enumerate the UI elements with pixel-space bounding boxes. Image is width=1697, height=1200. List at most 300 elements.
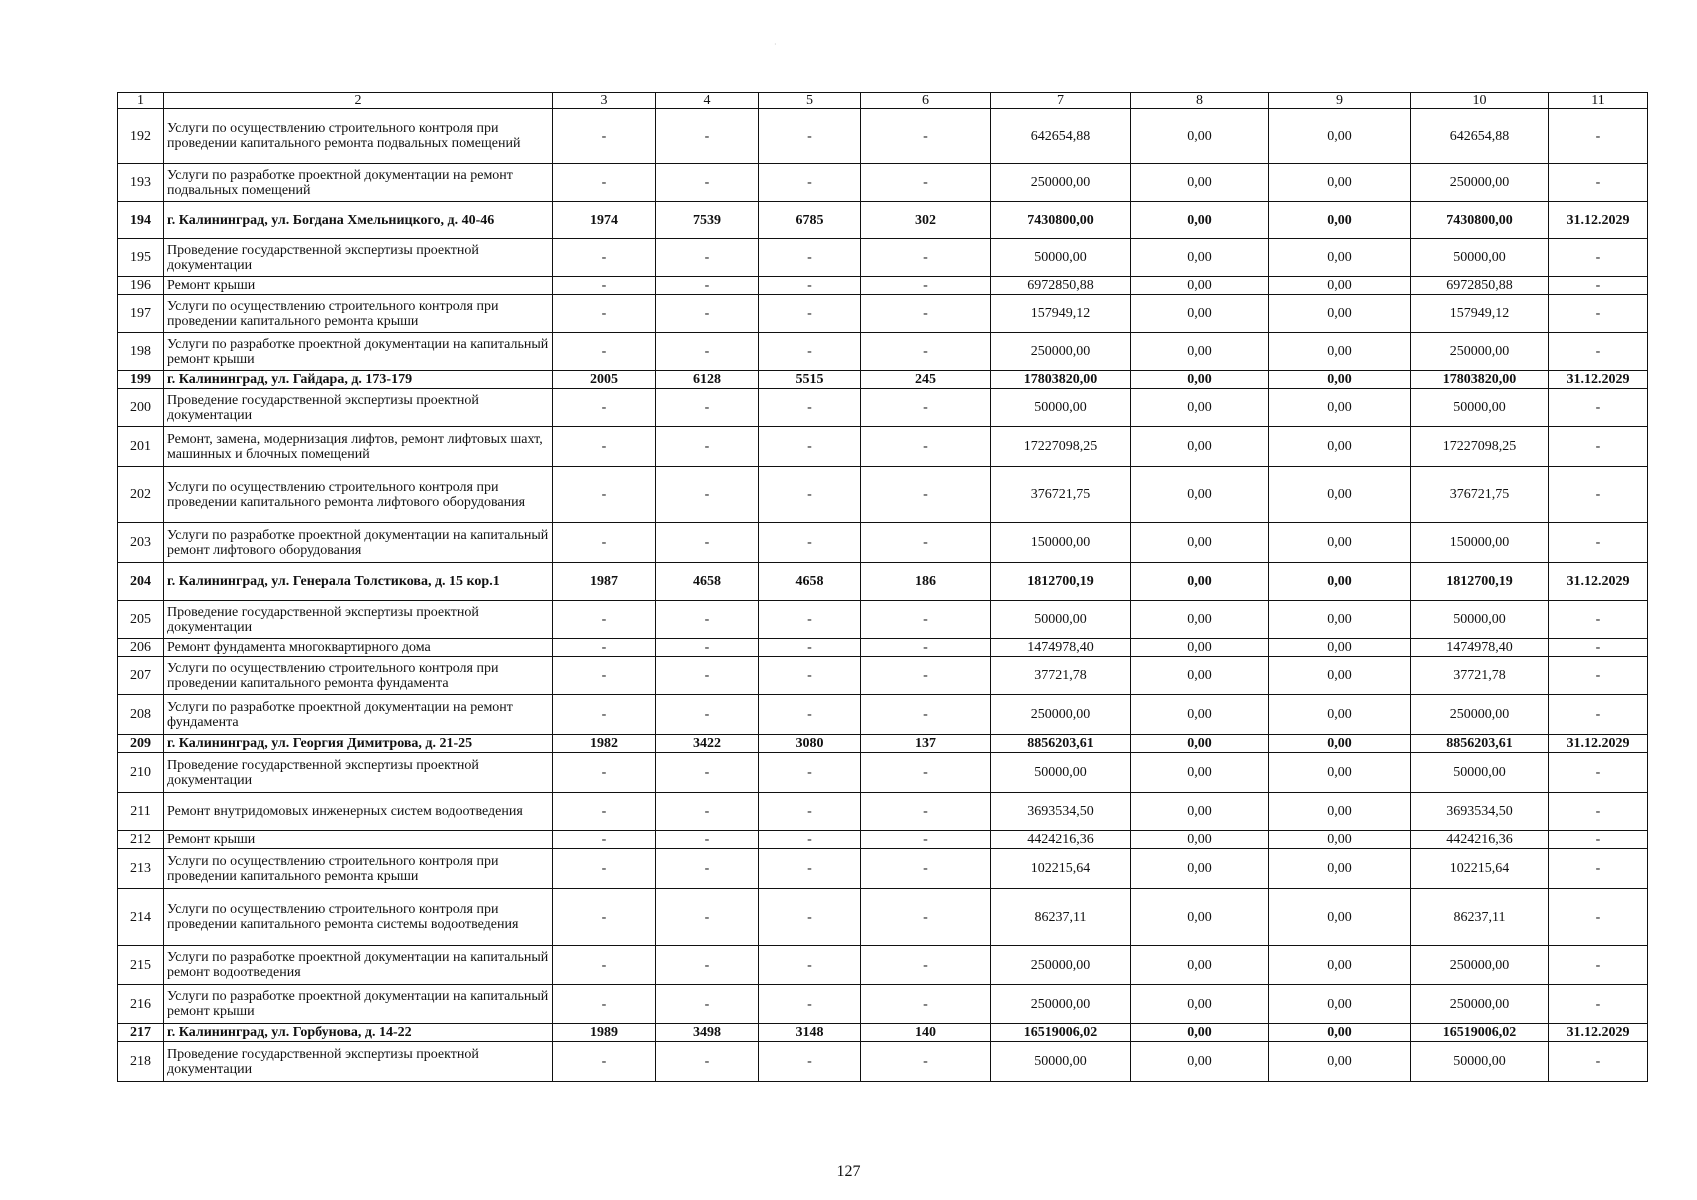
work-item-row [118, 657, 1648, 695]
total-cost-cell: 4424216,36 [991, 831, 1131, 849]
col5-cell: - [759, 695, 861, 735]
col6-cell: 137 [861, 735, 991, 753]
total-cost-cell: 17227098,25 [991, 427, 1131, 467]
col4-cell: - [656, 695, 759, 735]
col8-cell: 0,00 [1131, 849, 1269, 889]
total-cost-cell: 50000,00 [991, 389, 1131, 427]
address-row [118, 735, 1648, 753]
total-cost-cell: 1812700,19 [991, 563, 1131, 601]
col10-cell: 250000,00 [1411, 164, 1549, 202]
col9-cell: 0,00 [1269, 523, 1411, 563]
col4-cell: - [656, 601, 759, 639]
total-cost-cell: 8856203,61 [991, 735, 1131, 753]
col4-cell: - [656, 1042, 759, 1082]
year-cell: - [553, 427, 656, 467]
deadline-cell: - [1549, 639, 1648, 657]
description-cell: Ремонт, замена, модернизация лифтов, ремонт лифтовых шахт, машинных и блочных помещений [164, 427, 553, 467]
description-cell: Услуги по разработке проектной документации на капитальный ремонт водоотведения [164, 946, 553, 985]
col8-cell: 0,00 [1131, 239, 1269, 277]
col8-cell: 0,00 [1131, 427, 1269, 467]
col-header: 1 [118, 93, 164, 109]
deadline-cell: 31.12.2029 [1549, 563, 1648, 601]
col8-cell: 0,00 [1131, 753, 1269, 793]
deadline-cell: - [1549, 389, 1648, 427]
row-number-cell: 210 [118, 753, 164, 793]
col4-cell: - [656, 427, 759, 467]
col8-cell: 0,00 [1131, 985, 1269, 1024]
work-item-row [118, 639, 1648, 657]
description-cell: г. Калининград, ул. Гайдара, д. 173-179 [164, 371, 553, 389]
total-cost-cell: 1474978,40 [991, 639, 1131, 657]
total-cost-cell: 6972850,88 [991, 277, 1131, 295]
col9-cell: 0,00 [1269, 946, 1411, 985]
col9-cell: 0,00 [1269, 202, 1411, 239]
col10-cell: 7430800,00 [1411, 202, 1549, 239]
col4-cell: - [656, 793, 759, 831]
work-item-row [118, 985, 1648, 1024]
col9-cell: 0,00 [1269, 753, 1411, 793]
row-number-cell: 193 [118, 164, 164, 202]
col5-cell: 6785 [759, 202, 861, 239]
col8-cell: 0,00 [1131, 202, 1269, 239]
total-cost-cell: 250000,00 [991, 985, 1131, 1024]
row-number-cell: 200 [118, 389, 164, 427]
col10-cell: 17803820,00 [1411, 371, 1549, 389]
page-number: 127 [836, 1163, 861, 1180]
col6-cell: - [861, 601, 991, 639]
col8-cell: 0,00 [1131, 601, 1269, 639]
col10-cell: 50000,00 [1411, 601, 1549, 639]
year-cell: - [553, 985, 656, 1024]
repair-program-table [117, 92, 1648, 1082]
col6-cell: - [861, 164, 991, 202]
col4-cell: - [656, 295, 759, 333]
col4-cell: 3498 [656, 1024, 759, 1042]
total-cost-cell: 642654,88 [991, 109, 1131, 164]
col8-cell: 0,00 [1131, 467, 1269, 523]
col9-cell: 0,00 [1269, 333, 1411, 371]
col10-cell: 642654,88 [1411, 109, 1549, 164]
col-header: 11 [1549, 93, 1648, 109]
col5-cell: - [759, 849, 861, 889]
year-cell: - [553, 239, 656, 277]
row-number-cell: 194 [118, 202, 164, 239]
total-cost-cell: 50000,00 [991, 1042, 1131, 1082]
col6-cell: - [861, 277, 991, 295]
deadline-cell: - [1549, 601, 1648, 639]
total-cost-cell: 150000,00 [991, 523, 1131, 563]
col-header: 5 [759, 93, 861, 109]
col6-cell: - [861, 427, 991, 467]
col5-cell: - [759, 295, 861, 333]
total-cost-cell: 16519006,02 [991, 1024, 1131, 1042]
total-cost-cell: 7430800,00 [991, 202, 1131, 239]
description-cell: Услуги по разработке проектной документации на капитальный ремонт крыши [164, 333, 553, 371]
row-number-cell: 203 [118, 523, 164, 563]
description-cell: Ремонт внутридомовых инженерных систем водоотведения [164, 793, 553, 831]
col10-cell: 17227098,25 [1411, 427, 1549, 467]
col5-cell: - [759, 639, 861, 657]
description-cell: Проведение государственной экспертизы проектной документации [164, 239, 553, 277]
year-cell: - [553, 946, 656, 985]
year-cell: - [553, 831, 656, 849]
description-cell: Проведение государственной экспертизы проектной документации [164, 389, 553, 427]
year-cell: - [553, 849, 656, 889]
col5-cell: 3148 [759, 1024, 861, 1042]
col9-cell: 0,00 [1269, 389, 1411, 427]
col6-cell: - [861, 239, 991, 277]
row-number-cell: 212 [118, 831, 164, 849]
col10-cell: 50000,00 [1411, 753, 1549, 793]
col5-cell: - [759, 1042, 861, 1082]
row-number-cell: 196 [118, 277, 164, 295]
description-cell: Услуги по осуществлению строительного контроля при проведении капитального ремонта крыши [164, 849, 553, 889]
deadline-cell: - [1549, 295, 1648, 333]
col10-cell: 50000,00 [1411, 239, 1549, 277]
deadline-cell: - [1549, 849, 1648, 889]
col6-cell: - [861, 389, 991, 427]
total-cost-cell: 50000,00 [991, 753, 1131, 793]
total-cost-cell: 102215,64 [991, 849, 1131, 889]
year-cell: 2005 [553, 371, 656, 389]
col6-cell: - [861, 889, 991, 946]
col5-cell: - [759, 277, 861, 295]
col10-cell: 102215,64 [1411, 849, 1549, 889]
description-cell: г. Калининград, ул. Генерала Толстикова, д. 15 кор.1 [164, 563, 553, 601]
col4-cell: - [656, 239, 759, 277]
col6-cell: - [861, 523, 991, 563]
col6-cell: - [861, 753, 991, 793]
description-cell: Услуги по разработке проектной документации на капитальный ремонт крыши [164, 985, 553, 1024]
year-cell: 1974 [553, 202, 656, 239]
year-cell: - [553, 753, 656, 793]
work-item-row [118, 239, 1648, 277]
col10-cell: 250000,00 [1411, 946, 1549, 985]
year-cell: - [553, 333, 656, 371]
col5-cell: - [759, 946, 861, 985]
total-cost-cell: 86237,11 [991, 889, 1131, 946]
col9-cell: 0,00 [1269, 1042, 1411, 1082]
row-number-cell: 213 [118, 849, 164, 889]
col9-cell: 0,00 [1269, 164, 1411, 202]
total-cost-cell: 3693534,50 [991, 793, 1131, 831]
col-header: 4 [656, 93, 759, 109]
col5-cell: - [759, 389, 861, 427]
year-cell: - [553, 164, 656, 202]
work-item-row [118, 277, 1648, 295]
work-item-row [118, 467, 1648, 523]
col-header: 3 [553, 93, 656, 109]
col6-cell: - [861, 695, 991, 735]
description-cell: Ремонт крыши [164, 277, 553, 295]
col4-cell: - [656, 639, 759, 657]
col8-cell: 0,00 [1131, 523, 1269, 563]
col10-cell: 8856203,61 [1411, 735, 1549, 753]
col5-cell: - [759, 333, 861, 371]
total-cost-cell: 250000,00 [991, 164, 1131, 202]
col-header: 2 [164, 93, 553, 109]
col4-cell: 7539 [656, 202, 759, 239]
col6-cell: - [861, 109, 991, 164]
col8-cell: 0,00 [1131, 639, 1269, 657]
description-cell: Услуги по осуществлению строительного контроля при проведении капитального ремонта крыши [164, 295, 553, 333]
col5-cell: - [759, 164, 861, 202]
col4-cell: - [656, 333, 759, 371]
year-cell: - [553, 1042, 656, 1082]
col5-cell: 3080 [759, 735, 861, 753]
deadline-cell: 31.12.2029 [1549, 202, 1648, 239]
col8-cell: 0,00 [1131, 333, 1269, 371]
work-item-row [118, 164, 1648, 202]
col8-cell: 0,00 [1131, 295, 1269, 333]
row-number-cell: 195 [118, 239, 164, 277]
deadline-cell: - [1549, 1042, 1648, 1082]
total-cost-cell: 50000,00 [991, 239, 1131, 277]
description-cell: Услуги по разработке проектной документации на ремонт фундамента [164, 695, 553, 735]
col6-cell: - [861, 946, 991, 985]
description-cell: Ремонт крыши [164, 831, 553, 849]
col4-cell: - [656, 985, 759, 1024]
col9-cell: 0,00 [1269, 295, 1411, 333]
row-number-cell: 206 [118, 639, 164, 657]
deadline-cell: - [1549, 985, 1648, 1024]
description-cell: г. Калининград, ул. Горбунова, д. 14-22 [164, 1024, 553, 1042]
year-cell: - [553, 109, 656, 164]
col9-cell: 0,00 [1269, 695, 1411, 735]
col8-cell: 0,00 [1131, 277, 1269, 295]
year-cell: - [553, 889, 656, 946]
row-number-cell: 211 [118, 793, 164, 831]
col4-cell: 3422 [656, 735, 759, 753]
col10-cell: 3693534,50 [1411, 793, 1549, 831]
col8-cell: 0,00 [1131, 831, 1269, 849]
row-number-cell: 201 [118, 427, 164, 467]
col6-cell: - [861, 1042, 991, 1082]
col4-cell: - [656, 849, 759, 889]
description-cell: Услуги по осуществлению строительного контроля при проведении капитального ремонта лифтового оборудования [164, 467, 553, 523]
row-number-cell: 197 [118, 295, 164, 333]
col8-cell: 0,00 [1131, 946, 1269, 985]
col5-cell: - [759, 427, 861, 467]
col10-cell: 50000,00 [1411, 389, 1549, 427]
col8-cell: 0,00 [1131, 389, 1269, 427]
deadline-cell: 31.12.2029 [1549, 371, 1648, 389]
deadline-cell: - [1549, 657, 1648, 695]
row-number-cell: 204 [118, 563, 164, 601]
work-item-row [118, 427, 1648, 467]
deadline-cell: 31.12.2029 [1549, 735, 1648, 753]
total-cost-cell: 376721,75 [991, 467, 1131, 523]
deadline-cell: - [1549, 946, 1648, 985]
col-header: 7 [991, 93, 1131, 109]
col10-cell: 6972850,88 [1411, 277, 1549, 295]
year-cell: - [553, 657, 656, 695]
col8-cell: 0,00 [1131, 1042, 1269, 1082]
row-number-cell: 218 [118, 1042, 164, 1082]
work-item-row [118, 1042, 1648, 1082]
col9-cell: 0,00 [1269, 735, 1411, 753]
col9-cell: 0,00 [1269, 601, 1411, 639]
col5-cell: - [759, 109, 861, 164]
deadline-cell: - [1549, 753, 1648, 793]
col5-cell: - [759, 889, 861, 946]
deadline-cell: - [1549, 427, 1648, 467]
col10-cell: 86237,11 [1411, 889, 1549, 946]
total-cost-cell: 250000,00 [991, 695, 1131, 735]
column-number-header-row [118, 93, 1648, 109]
col5-cell: - [759, 753, 861, 793]
year-cell: 1989 [553, 1024, 656, 1042]
col6-cell: 186 [861, 563, 991, 601]
deadline-cell: - [1549, 523, 1648, 563]
deadline-cell: - [1549, 109, 1648, 164]
deadline-cell: - [1549, 889, 1648, 946]
col6-cell: - [861, 639, 991, 657]
col4-cell: - [656, 946, 759, 985]
col4-cell: - [656, 389, 759, 427]
deadline-cell: - [1549, 333, 1648, 371]
year-cell: - [553, 389, 656, 427]
col-header: 8 [1131, 93, 1269, 109]
year-cell: - [553, 295, 656, 333]
row-number-cell: 216 [118, 985, 164, 1024]
col8-cell: 0,00 [1131, 164, 1269, 202]
col8-cell: 0,00 [1131, 109, 1269, 164]
col9-cell: 0,00 [1269, 467, 1411, 523]
col5-cell: - [759, 601, 861, 639]
address-row [118, 202, 1648, 239]
col6-cell: - [861, 831, 991, 849]
col6-cell: - [861, 467, 991, 523]
col6-cell: 245 [861, 371, 991, 389]
work-item-row [118, 333, 1648, 371]
col5-cell: 5515 [759, 371, 861, 389]
col5-cell: - [759, 793, 861, 831]
col8-cell: 0,00 [1131, 371, 1269, 389]
col5-cell: - [759, 523, 861, 563]
work-item-row [118, 946, 1648, 985]
year-cell: - [553, 695, 656, 735]
year-cell: 1987 [553, 563, 656, 601]
work-item-row [118, 753, 1648, 793]
col8-cell: 0,00 [1131, 735, 1269, 753]
col5-cell: - [759, 239, 861, 277]
col10-cell: 1812700,19 [1411, 563, 1549, 601]
description-cell: Услуги по осуществлению строительного контроля при проведении капитального ремонта фундамента [164, 657, 553, 695]
work-item-row [118, 793, 1648, 831]
scan-speck: · [774, 40, 777, 49]
year-cell: - [553, 793, 656, 831]
col10-cell: 150000,00 [1411, 523, 1549, 563]
total-cost-cell: 250000,00 [991, 946, 1131, 985]
col4-cell: - [656, 109, 759, 164]
row-number-cell: 208 [118, 695, 164, 735]
description-cell: Проведение государственной экспертизы проектной документации [164, 1042, 553, 1082]
total-cost-cell: 37721,78 [991, 657, 1131, 695]
col10-cell: 250000,00 [1411, 333, 1549, 371]
total-cost-cell: 157949,12 [991, 295, 1131, 333]
total-cost-cell: 250000,00 [991, 333, 1131, 371]
row-number-cell: 207 [118, 657, 164, 695]
col4-cell: - [656, 831, 759, 849]
year-cell: 1982 [553, 735, 656, 753]
col8-cell: 0,00 [1131, 889, 1269, 946]
work-item-row [118, 389, 1648, 427]
row-number-cell: 217 [118, 1024, 164, 1042]
col9-cell: 0,00 [1269, 1024, 1411, 1042]
address-row [118, 371, 1648, 389]
row-number-cell: 202 [118, 467, 164, 523]
deadline-cell: - [1549, 164, 1648, 202]
col9-cell: 0,00 [1269, 831, 1411, 849]
col9-cell: 0,00 [1269, 277, 1411, 295]
work-item-row [118, 889, 1648, 946]
col9-cell: 0,00 [1269, 563, 1411, 601]
col6-cell: - [861, 793, 991, 831]
col9-cell: 0,00 [1269, 639, 1411, 657]
description-cell: Услуги по разработке проектной документации на капитальный ремонт лифтового оборудования [164, 523, 553, 563]
col10-cell: 16519006,02 [1411, 1024, 1549, 1042]
col9-cell: 0,00 [1269, 985, 1411, 1024]
work-item-row [118, 295, 1648, 333]
col4-cell: - [656, 657, 759, 695]
col9-cell: 0,00 [1269, 239, 1411, 277]
col9-cell: 0,00 [1269, 427, 1411, 467]
col9-cell: 0,00 [1269, 889, 1411, 946]
col8-cell: 0,00 [1131, 657, 1269, 695]
col4-cell: - [656, 889, 759, 946]
year-cell: - [553, 523, 656, 563]
description-cell: Услуги по разработке проектной документации на ремонт подвальных помещений [164, 164, 553, 202]
year-cell: - [553, 277, 656, 295]
col9-cell: 0,00 [1269, 109, 1411, 164]
deadline-cell: - [1549, 239, 1648, 277]
description-cell: Ремонт фундамента многоквартирного дома [164, 639, 553, 657]
row-number-cell: 192 [118, 109, 164, 164]
work-item-row [118, 831, 1648, 849]
col8-cell: 0,00 [1131, 793, 1269, 831]
col4-cell: - [656, 164, 759, 202]
col6-cell: - [861, 985, 991, 1024]
col9-cell: 0,00 [1269, 793, 1411, 831]
col10-cell: 157949,12 [1411, 295, 1549, 333]
address-row [118, 563, 1648, 601]
deadline-cell: - [1549, 695, 1648, 735]
col-header: 10 [1411, 93, 1549, 109]
col6-cell: - [861, 333, 991, 371]
col6-cell: - [861, 657, 991, 695]
total-cost-cell: 50000,00 [991, 601, 1131, 639]
address-row [118, 1024, 1648, 1042]
description-cell: г. Калининград, ул. Георгия Димитрова, д. 21-25 [164, 735, 553, 753]
col5-cell: - [759, 831, 861, 849]
col8-cell: 0,00 [1131, 563, 1269, 601]
row-number-cell: 199 [118, 371, 164, 389]
col4-cell: - [656, 523, 759, 563]
col5-cell: 4658 [759, 563, 861, 601]
year-cell: - [553, 467, 656, 523]
row-number-cell: 198 [118, 333, 164, 371]
col-header: 9 [1269, 93, 1411, 109]
col5-cell: - [759, 657, 861, 695]
work-item-row [118, 109, 1648, 164]
col10-cell: 50000,00 [1411, 1042, 1549, 1082]
col6-cell: 140 [861, 1024, 991, 1042]
row-number-cell: 209 [118, 735, 164, 753]
col4-cell: 4658 [656, 563, 759, 601]
col9-cell: 0,00 [1269, 849, 1411, 889]
description-cell: Проведение государственной экспертизы проектной документации [164, 601, 553, 639]
